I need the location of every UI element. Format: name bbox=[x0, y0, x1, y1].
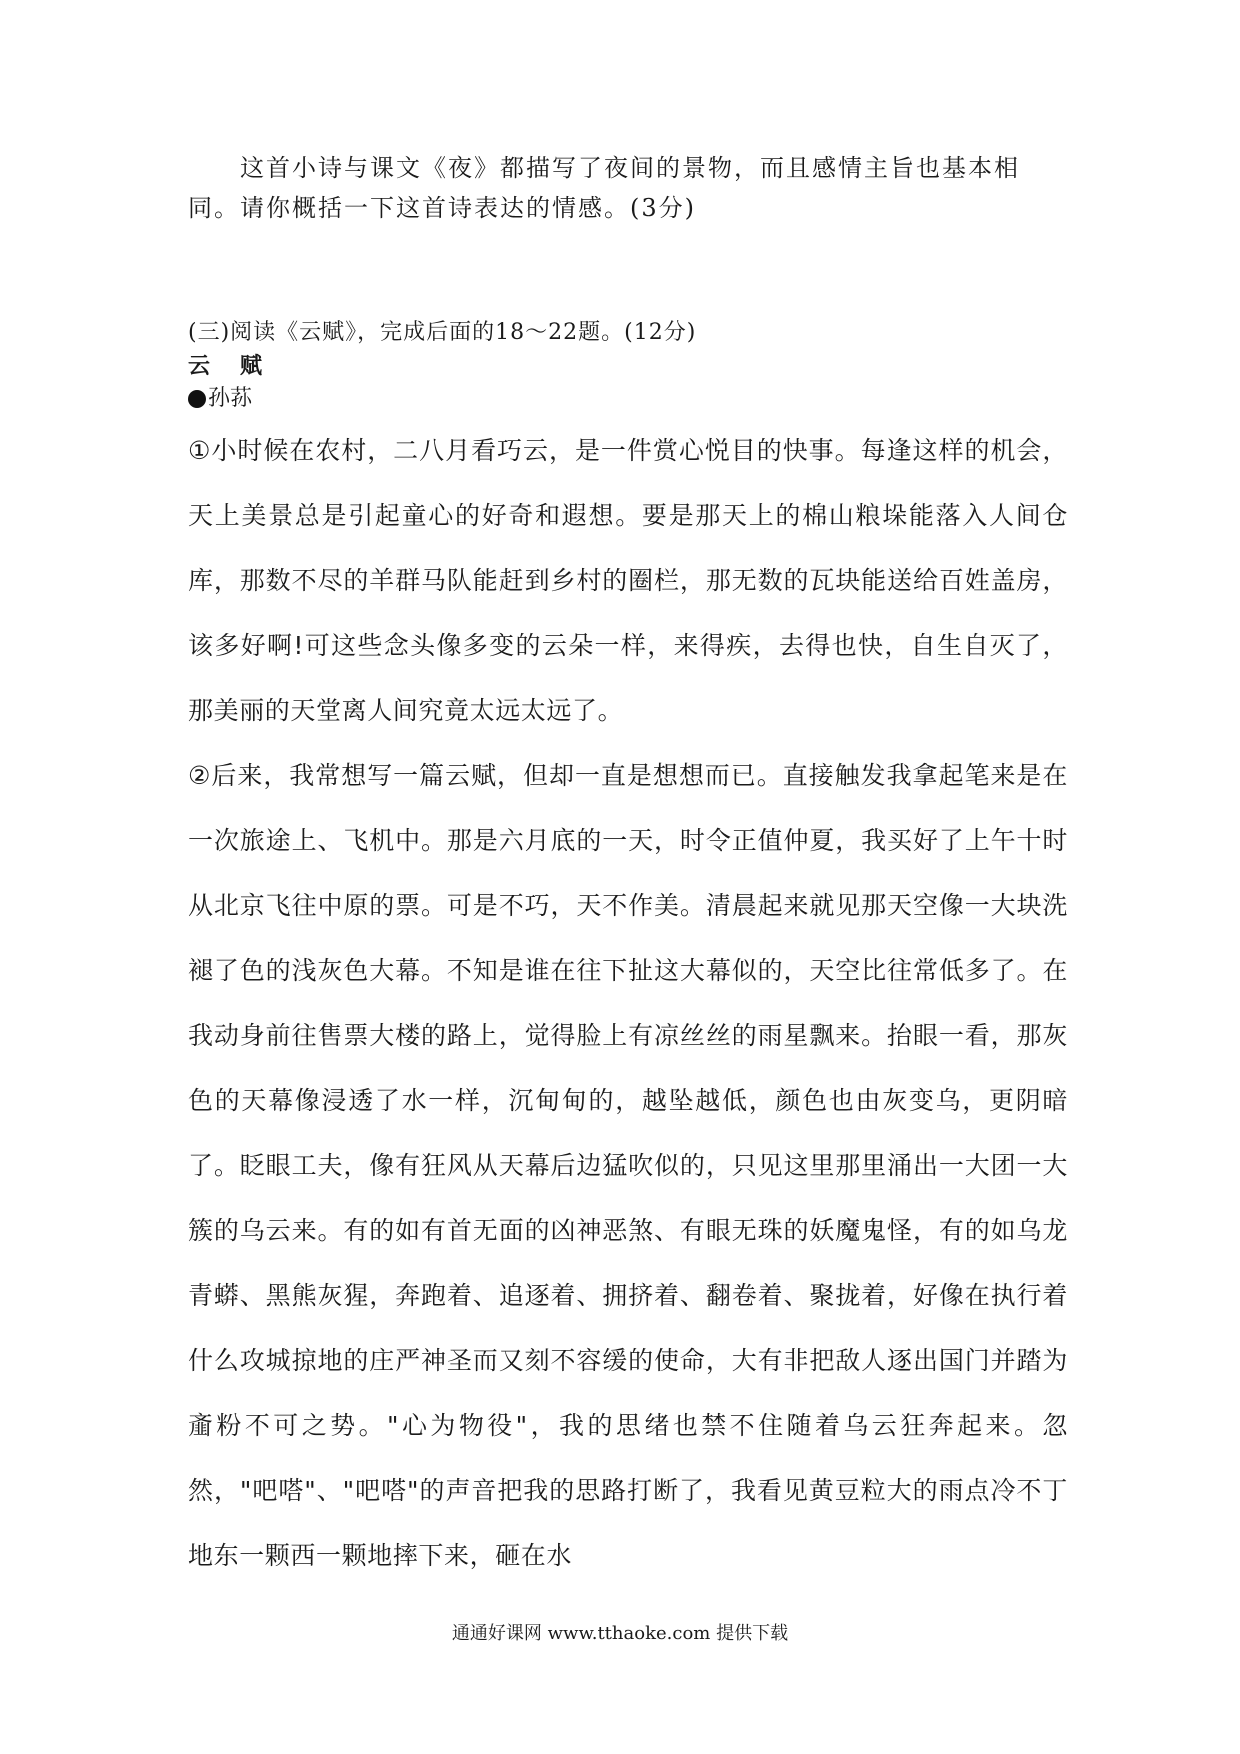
bullet-dot-icon bbox=[188, 390, 206, 408]
essay-body bbox=[188, 418, 1068, 1588]
author-name: 孙荪 bbox=[208, 386, 253, 411]
question-prompt: 这首小诗与课文《夜》都描写了夜间的景物，而且感情主旨也基本相同。请你概括一下这首诗表达的情感。(3分) bbox=[188, 154, 1020, 222]
section-heading: (三)阅读《云赋》，完成后面的18～22题。(12分) bbox=[188, 320, 697, 345]
footer-source: 通通好课网 www.tthaoke.com 提供下载 bbox=[451, 1623, 789, 1644]
essay-title: 云赋 bbox=[188, 353, 293, 379]
paragraph-2: ②后来，我常想写一篇云赋，但却一直是想想而已。直接触发我拿起笔来是在一次旅途上、飞机中。那是六月底的一天，时令正值仲夏，我买好了上午十时从北京飞往中原的票。可是不巧，天不作美。清晨起来就见那天空像一大块洗褪了色的浅灰色大幕。不知是谁在往下扯这大幕似的，天空比往常低多了。在我动身前往售票大楼的路上，觉得脸上有凉丝丝的雨星飘来。抬眼一看，那灰色的天幕像浸透了水一样，沉甸甸的，越坠越低，颜色也由灰变乌，更阴暗了。眨眼工夫，像有狂风从天幕后边猛吹似的，只见这里那里涌出一大团一大簇的乌云来。有的如有首无面的凶神恶煞、有眼无珠的妖魔鬼怪，有的如乌龙青蟒、黑熊灰猩，奔跑着、追逐着、拥挤着、翻卷着、聚拢着，好像在执行着什么攻城掠地的庄严神圣而又刻不容缓的使命，大有非把敌人逐出国门并踏为齑粉不可之势。"心为物役"，我的思绪也禁不住随着乌云狂奔起来。忽然，"吧嗒"、"吧嗒"的声音把我的思路打断了，我看见黄豆粒大的雨点冷不丁地东一颗西一颗地摔下来，砸在水 bbox=[188, 761, 1068, 1570]
paragraph-1: ①小时候在农村，二八月看巧云，是一件赏心悦目的快事。每逢这样的机会，天上美景总是引起童心的好奇和遐想。要是那天上的棉山粮垛能落入人间仓库，那数不尽的羊群马队能赶到乡村的圈栏，那无数的瓦块能送给百姓盖房，该多好啊!可这些念头像多变的云朵一样，来得疾，去得也快，自生自灭了，那美丽的天堂离人间究竟太远太远了。 bbox=[188, 436, 1068, 725]
author-line bbox=[188, 385, 252, 413]
